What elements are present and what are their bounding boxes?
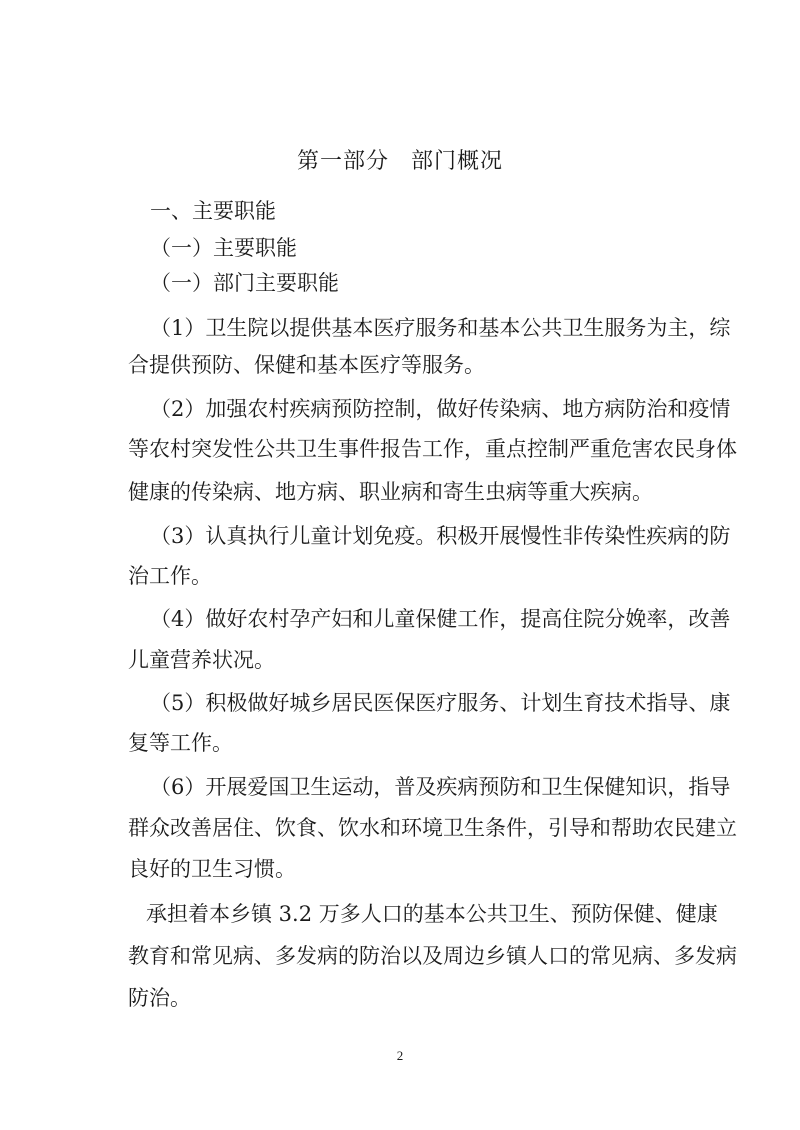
item-3-line-2: 治工作。: [128, 564, 212, 588]
subheading-main-functions: （一）主要职能: [150, 236, 297, 260]
title-part-one: 第一部分: [296, 149, 389, 174]
item-2-line-2: 等农村突发性公共卫生事件报告工作，重点控制严重危害农民身体: [128, 437, 737, 461]
item-4-line-1: （4）做好农村孕产妇和儿童保健工作，提高住院分娩率，改善: [150, 607, 731, 631]
item-2-line-1: （2）加强农村疾病预防控制，做好传染病、地方病防治和疫情: [150, 397, 731, 421]
item-5-line-1: （5）积极做好城乡居民医保医疗服务、计划生育技术指导、康: [150, 691, 731, 715]
item-1-line-2: 合提供预防、保健和基本医疗等服务。: [128, 353, 485, 377]
page-number: 2: [396, 1048, 404, 1063]
item-6-line-1: （6）开展爱国卫生运动，普及疾病预防和卫生保健知识，指导: [150, 775, 731, 799]
item-6-line-3: 良好的卫生习惯。: [128, 857, 296, 881]
item-4-line-2: 儿童营养状况。: [128, 648, 275, 672]
item-1-line-1: （1）卫生院以提供基本医疗服务和基本公共卫生服务为主，综: [150, 316, 731, 340]
item-2-line-3: 健康的传染病、地方病、职业病和寄生虫病等重大疾病。: [128, 480, 653, 504]
section-heading: 一、主要职能: [150, 199, 276, 223]
closing-line-1: 承担着本乡镇 3.2 万多人口的基本公共卫生、预防保健、健康: [146, 902, 718, 926]
subheading-department-functions: （一）部门主要职能: [150, 271, 339, 295]
closing-line-2: 教育和常见病、多发病的防治以及周边乡镇人口的常见病、多发病: [128, 944, 737, 968]
item-6-line-2: 群众改善居住、饮食、饮水和环境卫生条件，引导和帮助农民建立: [128, 816, 737, 840]
item-3-line-1: （3）认真执行儿童计划免疫。积极开展慢性非传染性疾病的防: [150, 524, 731, 548]
title-part-two: 部门概况: [411, 149, 504, 174]
page-title: [0, 147, 800, 177]
item-5-line-2: 复等工作。: [128, 731, 233, 755]
closing-line-3: 防治。: [128, 986, 191, 1010]
